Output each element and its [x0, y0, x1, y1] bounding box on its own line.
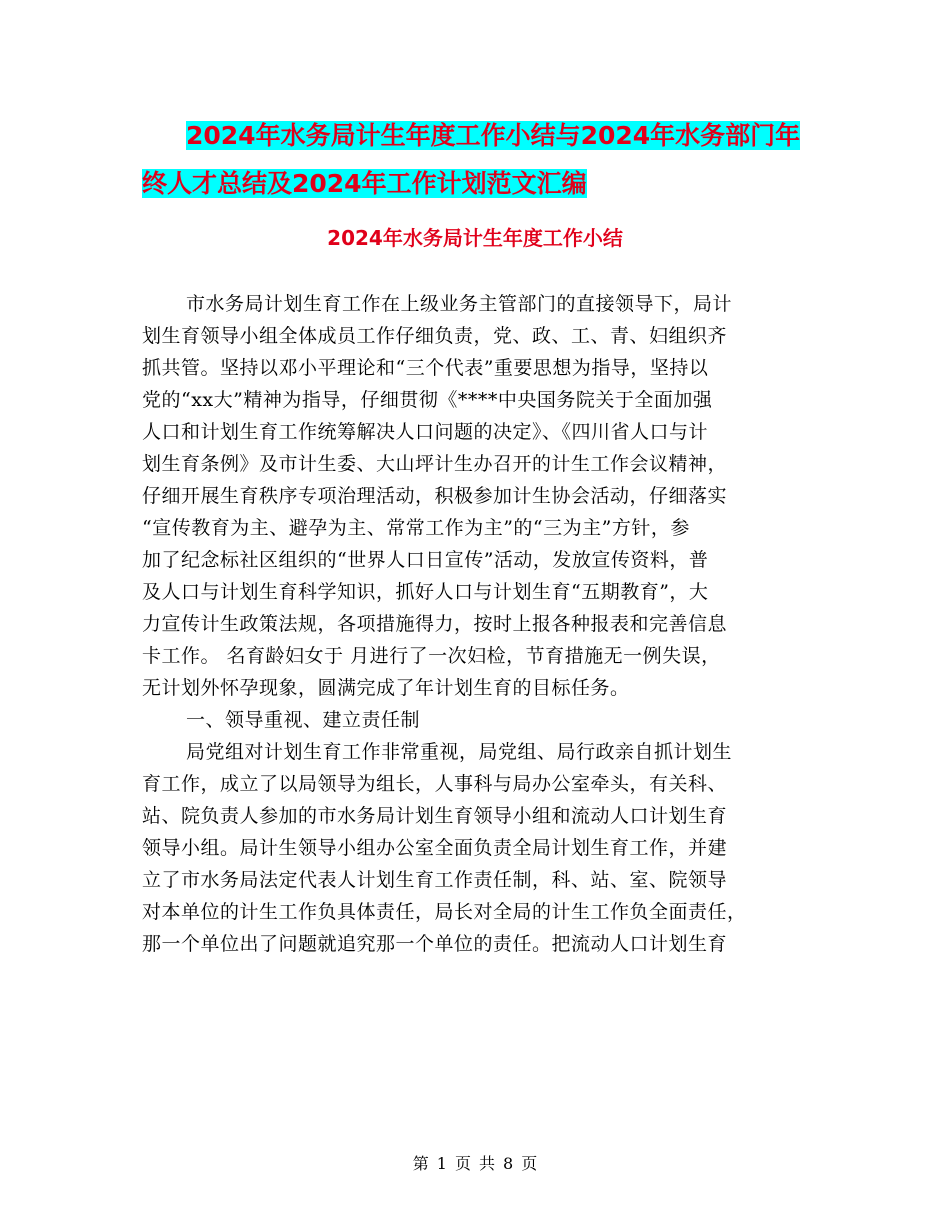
paragraph-line: 仔细开展生育秩序专项治理活动，积极参加计生协会活动，仔细落实	[142, 485, 728, 507]
paragraph-line: 市水务局计划生育工作在上级业务主管部门的直接领导下，局计	[186, 293, 733, 315]
total-label: 共	[479, 1154, 496, 1173]
paragraph-line: 划生育条例》及市计生委、大山坪计生办召开的计生工作会议精神，	[142, 453, 728, 475]
paragraph-line: 加了纪念标社区组织的“世界人口日宣传”活动，发放宣传资料，普	[142, 549, 709, 571]
document-title	[142, 112, 826, 208]
paragraph-line: 及人口与计划生育科学知识，抓好人口与计划生育“五期教育”，大	[142, 581, 709, 603]
paragraph-line: 育工作，成立了以局领导为组长，人事科与局办公室牵头，有关科、	[142, 773, 728, 795]
paragraph-line: 那一个单位出了问题就追究那一个单位的责任。把流动人口计划生育	[142, 933, 728, 955]
section-title: 2024年水务局计生年度工作小结	[327, 226, 623, 250]
paragraph-line: 局党组对计划生育工作非常重视，局党组、局行政亲自抓计划生	[186, 741, 733, 763]
title-line-2: 终人才总结及2024年工作计划范文汇编	[142, 169, 587, 198]
paragraph-line: 站、院负责人参加的市水务局计划生育领导小组和流动人口计划生育	[142, 805, 728, 827]
paragraph-line: 无计划外怀孕现象，圆满完成了年计划生育的目标任务。	[142, 677, 630, 699]
paragraph-line: 卡工作。 名育龄妇女于 月进行了一次妇检，节育措施无一例失误，	[142, 645, 721, 667]
paragraph-line: 人口和计划生育工作统筹解决人口问题的决定》、《四川省人口与计	[142, 421, 709, 443]
paragraph-line: 抓共管。坚持以邓小平理论和“三个代表”重要思想为指导，坚持以	[142, 357, 709, 379]
paragraph-line: 党的“xx大”精神为指导，仔细贯彻《****中央国务院关于全面加强	[142, 389, 713, 411]
paragraph-line: 对本单位的计生工作负具体责任，局长对全局的计生工作负全面责任，	[142, 901, 747, 923]
total-pages: 8	[503, 1154, 514, 1173]
page-footer	[0, 1152, 950, 1176]
title-line-1: 2024年水务局计生年度工作小结与2024年水务部门年	[186, 121, 801, 150]
page-label-mid: 页	[454, 1154, 471, 1173]
page-number: 1	[436, 1154, 447, 1173]
paragraph-line: 领导小组。局计生领导小组办公室全面负责全局计划生育工作，并建	[142, 837, 728, 859]
section-heading: 一、领导重视、建立责任制	[186, 709, 421, 731]
total-suffix: 页	[521, 1154, 538, 1173]
page-label-prefix: 第	[412, 1154, 429, 1173]
paragraph-line: 划生育领导小组全体成员工作仔细负责，党、政、工、青、妇组织齐	[142, 325, 728, 347]
body-text	[142, 288, 802, 960]
paragraph-line: “宣传教育为主、避孕为主、常常工作为主”的“三为主”方针，参	[142, 517, 690, 539]
paragraph-line: 力宣传计生政策法规，各项措施得力，按时上报各种报表和完善信息	[142, 613, 728, 635]
paragraph-line: 立了市水务局法定代表人计划生育工作责任制，科、站、室、院领导	[142, 869, 728, 891]
